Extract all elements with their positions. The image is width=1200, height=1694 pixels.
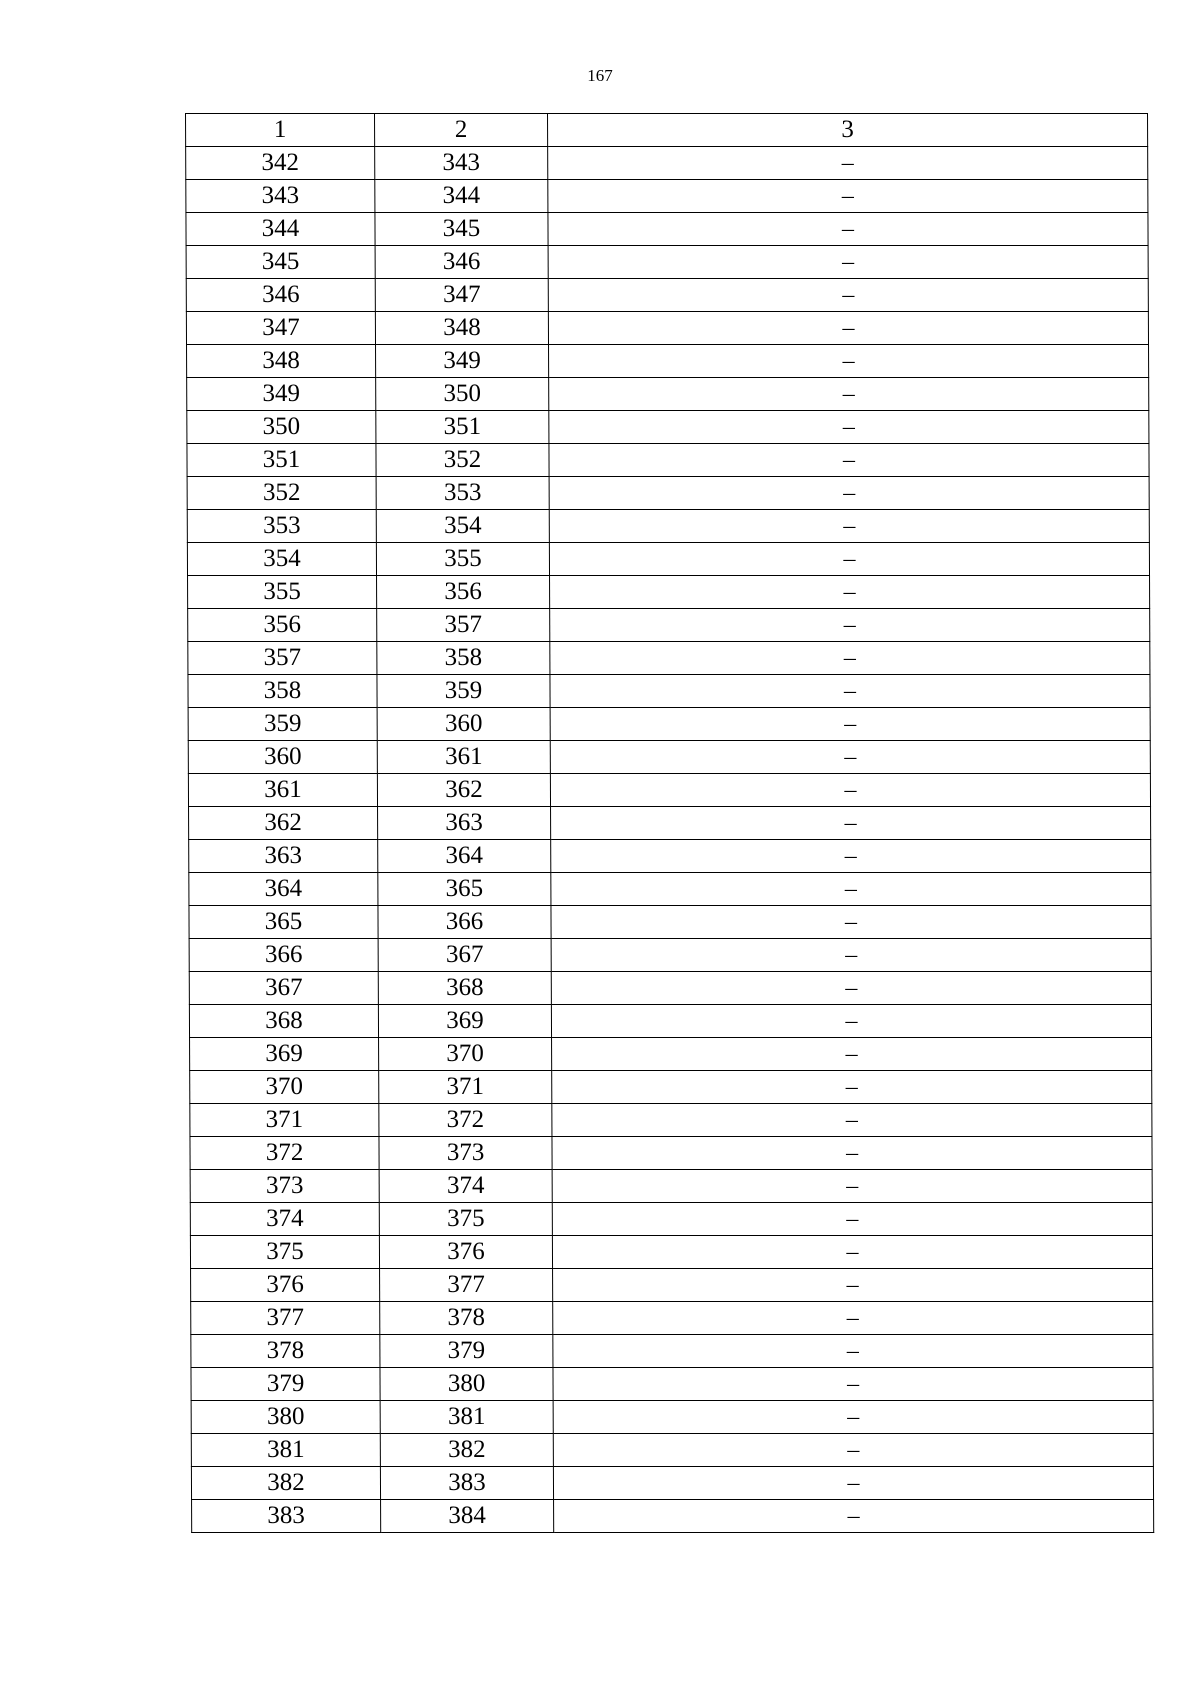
table-cell-col1: 345	[186, 246, 375, 279]
table-row	[188, 708, 1150, 741]
table-cell-col1: 363	[189, 840, 378, 873]
table-cell-col1: 378	[191, 1335, 380, 1368]
table-row	[189, 873, 1151, 906]
table-row	[188, 675, 1150, 708]
table-cell-col1: 372	[190, 1137, 379, 1170]
table-cell-col3: –	[553, 1302, 1153, 1335]
table-cell-col3: –	[549, 543, 1149, 576]
table-cell-col1: 342	[186, 147, 375, 180]
table-row	[188, 609, 1150, 642]
table-row	[190, 1038, 1152, 1071]
table-cell-col3: –	[549, 444, 1149, 477]
table-cell-col1: 353	[187, 510, 376, 543]
table-cell-col3: –	[551, 1005, 1151, 1038]
table-cell-col3: –	[551, 840, 1151, 873]
table-cell-col1: 364	[189, 873, 378, 906]
table-cell-col2: 363	[378, 807, 551, 840]
table-cell-col1: 354	[187, 543, 376, 576]
table-row	[191, 1302, 1153, 1335]
table-row	[190, 1071, 1152, 1104]
table-cell-col1: 346	[186, 279, 375, 312]
table-cell-col1: 370	[190, 1071, 379, 1104]
table-cell-col3: –	[552, 1137, 1152, 1170]
table-cell-col1: 369	[190, 1038, 379, 1071]
table-row	[186, 213, 1148, 246]
table-row	[191, 1434, 1153, 1467]
table-cell-col2: 350	[376, 378, 549, 411]
table-row	[186, 312, 1148, 345]
table-cell-col2: 377	[380, 1269, 553, 1302]
table-cell-col3: –	[553, 1368, 1153, 1401]
table-cell-col2: 378	[380, 1302, 553, 1335]
table-cell-col3: –	[553, 1269, 1153, 1302]
table-header-row	[186, 114, 1148, 147]
table-cell-col1: 371	[190, 1104, 379, 1137]
column-header-3: 3	[548, 114, 1148, 147]
table-row	[186, 180, 1148, 213]
table-cell-col2: 374	[379, 1170, 552, 1203]
table-cell-col3: –	[548, 147, 1148, 180]
table-cell-col3: –	[552, 1236, 1152, 1269]
table-cell-col2: 355	[376, 543, 549, 576]
table-cell-col2: 346	[375, 246, 548, 279]
table-cell-col3: –	[553, 1335, 1153, 1368]
table-row	[188, 741, 1150, 774]
table-cell-col3: –	[551, 906, 1151, 939]
table-cell-col1: 356	[188, 609, 377, 642]
table-row	[188, 642, 1150, 675]
table-cell-col2: 359	[377, 675, 550, 708]
table-row	[189, 906, 1151, 939]
table-cell-col2: 345	[375, 213, 548, 246]
table-cell-col1: 352	[187, 477, 376, 510]
table-row	[187, 543, 1149, 576]
table-cell-col2: 379	[380, 1335, 553, 1368]
table-cell-col2: 364	[378, 840, 551, 873]
table-cell-col2: 384	[381, 1500, 554, 1533]
table-cell-col2: 353	[376, 477, 549, 510]
table-row	[191, 1335, 1153, 1368]
table-cell-col1: 377	[191, 1302, 380, 1335]
table-cell-col1: 383	[192, 1500, 381, 1533]
table-cell-col2: 349	[376, 345, 549, 378]
table-cell-col1: 382	[191, 1467, 380, 1500]
table-cell-col3: –	[552, 1203, 1152, 1236]
table-cell-col2: 352	[376, 444, 549, 477]
table-cell-col2: 367	[378, 939, 551, 972]
table-row	[189, 807, 1151, 840]
table-cell-col1: 344	[186, 213, 375, 246]
table-cell-col3: –	[550, 741, 1150, 774]
table-cell-col1: 367	[189, 972, 378, 1005]
table-cell-col2: 347	[375, 279, 548, 312]
table-row	[189, 840, 1151, 873]
table-cell-col3: –	[549, 378, 1149, 411]
table-cell-col1: 350	[187, 411, 376, 444]
table-cell-col2: 351	[376, 411, 549, 444]
table-cell-col2: 366	[378, 906, 551, 939]
table-cell-col3: –	[548, 246, 1148, 279]
table-row	[190, 1104, 1152, 1137]
table-cell-col2: 382	[380, 1434, 553, 1467]
table-row	[187, 477, 1149, 510]
table-row	[191, 1467, 1153, 1500]
table-cell-col3: –	[553, 1467, 1153, 1500]
table-row	[187, 444, 1149, 477]
table-row	[191, 1368, 1153, 1401]
table-cell-col3: –	[549, 510, 1149, 543]
table-cell-col3: –	[552, 1170, 1152, 1203]
table-cell-col3: –	[551, 807, 1151, 840]
table-row	[192, 1500, 1154, 1533]
table-cell-col3: –	[550, 642, 1150, 675]
table-cell-col3: –	[548, 180, 1148, 213]
table-cell-col3: –	[550, 708, 1150, 741]
table-cell-col1: 366	[189, 939, 378, 972]
table-cell-col3: –	[548, 279, 1148, 312]
table-cell-col1: 359	[188, 708, 377, 741]
table-cell-col1: 373	[190, 1170, 379, 1203]
table-cell-col2: 360	[377, 708, 550, 741]
table-cell-col2: 375	[379, 1203, 552, 1236]
table-row	[189, 972, 1151, 1005]
table-cell-col1: 376	[191, 1269, 380, 1302]
table-cell-col1: 357	[188, 642, 377, 675]
table-cell-col1: 368	[189, 1005, 378, 1038]
table-cell-col3: –	[549, 345, 1149, 378]
table-row	[191, 1269, 1153, 1302]
column-header-2: 2	[375, 114, 548, 147]
table-cell-col2: 376	[379, 1236, 552, 1269]
table-row	[186, 279, 1148, 312]
data-table-wrapper	[185, 113, 1153, 1533]
table-cell-col1: 343	[186, 180, 375, 213]
table-row	[190, 1170, 1152, 1203]
table-cell-col2: 369	[378, 1005, 551, 1038]
table-cell-col1: 355	[188, 576, 377, 609]
table-cell-col3: –	[552, 1104, 1152, 1137]
table-cell-col3: –	[550, 675, 1150, 708]
table-row	[187, 510, 1149, 543]
table-cell-col2: 362	[377, 774, 550, 807]
table-cell-col3: –	[550, 576, 1150, 609]
table-cell-col3: –	[551, 972, 1151, 1005]
table-cell-col1: 380	[191, 1401, 380, 1434]
table-row	[190, 1203, 1152, 1236]
table-cell-col2: 380	[380, 1368, 553, 1401]
table-cell-col1: 347	[186, 312, 375, 345]
table-row	[186, 246, 1148, 279]
table-cell-col2: 365	[378, 873, 551, 906]
table-row	[189, 939, 1151, 972]
table-cell-col1: 362	[189, 807, 378, 840]
table-cell-col1: 381	[191, 1434, 380, 1467]
page-number: 167	[587, 66, 613, 85]
table-cell-col1: 374	[190, 1203, 379, 1236]
table-cell-col2: 343	[375, 147, 548, 180]
table-cell-col1: 379	[191, 1368, 380, 1401]
table-cell-col2: 357	[377, 609, 550, 642]
table-cell-col2: 381	[380, 1401, 553, 1434]
column-header-1: 1	[186, 114, 375, 147]
table-cell-col1: 360	[188, 741, 377, 774]
table-cell-col1: 361	[188, 774, 377, 807]
data-table	[185, 113, 1154, 1533]
table-cell-col3: –	[550, 609, 1150, 642]
table-cell-col3: –	[552, 1038, 1152, 1071]
table-cell-col3: –	[553, 1401, 1153, 1434]
table-cell-col2: 361	[377, 741, 550, 774]
table-row	[188, 774, 1150, 807]
table-body	[186, 147, 1154, 1533]
table-cell-col1: 351	[187, 444, 376, 477]
table-cell-col3: –	[551, 939, 1151, 972]
table-cell-col3: –	[551, 873, 1151, 906]
table-cell-col3: –	[548, 213, 1148, 246]
table-row	[190, 1137, 1152, 1170]
table-cell-col3: –	[548, 312, 1148, 345]
table-cell-col1: 358	[188, 675, 377, 708]
table-cell-col1: 348	[187, 345, 376, 378]
table-row	[188, 576, 1150, 609]
table-cell-col2: 344	[375, 180, 548, 213]
table-cell-col3: –	[554, 1500, 1154, 1533]
table-cell-col2: 354	[376, 510, 549, 543]
table-cell-col2: 383	[380, 1467, 553, 1500]
table-row	[190, 1236, 1152, 1269]
table-row	[186, 147, 1148, 180]
table-cell-col2: 372	[379, 1104, 552, 1137]
table-cell-col2: 368	[378, 972, 551, 1005]
table-cell-col2: 356	[377, 576, 550, 609]
table-cell-col3: –	[549, 477, 1149, 510]
table-cell-col1: 365	[189, 906, 378, 939]
table-row	[187, 345, 1149, 378]
table-cell-col2: 358	[377, 642, 550, 675]
table-cell-col1: 375	[190, 1236, 379, 1269]
table-cell-col3: –	[552, 1071, 1152, 1104]
table-cell-col3: –	[550, 774, 1150, 807]
table-row	[189, 1005, 1151, 1038]
table-cell-col1: 349	[187, 378, 376, 411]
table-row	[187, 411, 1149, 444]
table-row	[191, 1401, 1153, 1434]
table-cell-col2: 370	[379, 1038, 552, 1071]
table-cell-col3: –	[553, 1434, 1153, 1467]
table-cell-col3: –	[549, 411, 1149, 444]
table-row	[187, 378, 1149, 411]
table-cell-col2: 373	[379, 1137, 552, 1170]
table-cell-col2: 371	[379, 1071, 552, 1104]
table-cell-col2: 348	[375, 312, 548, 345]
